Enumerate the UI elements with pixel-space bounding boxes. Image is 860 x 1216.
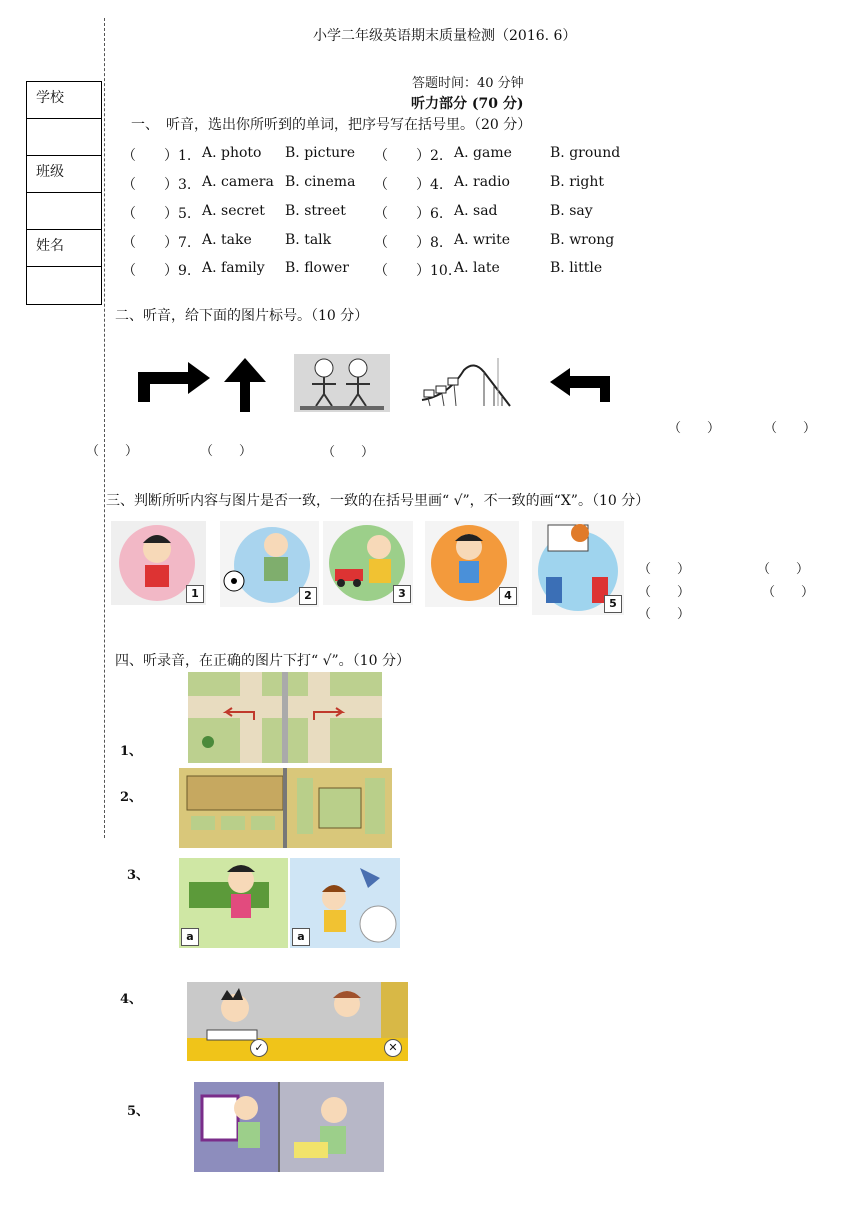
exam-title: 小学二年级英语期末质量检测（2016. 6） (313, 28, 577, 44)
section2-title: 二、听音，给下面的图片标号。（10 分） (115, 308, 369, 324)
option-a: A. photo (202, 145, 262, 161)
answer-blank[interactable]: （ ）5. (122, 206, 192, 222)
option-b: B. talk (285, 232, 332, 248)
answer-blank[interactable]: （ ）10. (374, 263, 453, 279)
roller-coaster-picture (418, 356, 514, 408)
answer-blank[interactable]: （ ）1. (122, 148, 192, 164)
boy-kite-picture (290, 858, 400, 948)
answer-blank[interactable]: （ ）9. (122, 263, 192, 279)
option-b: B. little (550, 260, 603, 276)
picture-number: 5 (604, 595, 622, 613)
option-b: B. right (550, 174, 604, 190)
street-turn-pictures (188, 672, 382, 763)
kids-dancing-picture (294, 354, 390, 412)
kids-reading-picture (187, 982, 408, 1061)
option-b: B. street (285, 203, 346, 219)
option-b: B. flower (285, 260, 349, 276)
picture-blank-5[interactable]: （ ） (764, 421, 817, 436)
girl-falling-picture (179, 858, 288, 948)
turn-right-arrow-icon (134, 358, 214, 406)
option-a: A. game (454, 145, 512, 161)
picture-letter: a (181, 928, 199, 946)
option-a: A. late (454, 260, 500, 276)
picture-letter: a (292, 928, 310, 946)
binding-line (104, 18, 105, 838)
boy-kicking-ball-picture (220, 521, 319, 607)
picture-number: 2 (299, 587, 317, 605)
picture-blank-3[interactable]: （ ） (322, 445, 375, 460)
picture-number: 1 (186, 585, 204, 603)
answer-blank[interactable]: （ ）3. (122, 177, 192, 193)
judge-blank-3[interactable]: （ ） (638, 585, 691, 600)
class-field[interactable] (27, 193, 101, 230)
answer-blank[interactable]: （ ）6. (374, 206, 444, 222)
judge-blank-4[interactable]: （ ） (762, 585, 815, 600)
section4-title: 四、听录音，在正确的图片下打“ √”。（10 分） (115, 653, 410, 669)
boy-with-phone-picture (111, 521, 206, 605)
section3-title: 三、判断所听内容与图片是否一致，一致的在括号里画“ √”，不一致的画“X”。（10 分） (106, 493, 650, 509)
answer-blank[interactable]: （ ）4. (374, 177, 444, 193)
picture-number: 4 (499, 587, 517, 605)
school-field[interactable] (27, 119, 101, 156)
school-label: 学校 (27, 82, 101, 119)
judge-blank-5[interactable]: （ ） (638, 607, 691, 622)
question-label-4: 4、 (120, 992, 143, 1007)
student-info-box (26, 81, 102, 305)
option-b: B. wrong (550, 232, 615, 248)
answer-blank[interactable]: （ ）8. (374, 235, 444, 251)
option-b: B. say (550, 203, 593, 219)
name-label: 姓名 (27, 230, 101, 267)
option-a: A. take (202, 232, 252, 248)
girl-jumping-picture (425, 521, 519, 607)
exam-time: 答题时间：40 分钟 (412, 76, 524, 91)
answer-blank[interactable]: （ ）2. (374, 148, 444, 164)
question-label-5: 5、 (127, 1104, 150, 1119)
section1-title: 一、 听音，选出你所听到的单词，把序号写在括号里。（20 分） (131, 117, 532, 133)
option-b: B. picture (285, 145, 356, 161)
option-a: A. secret (202, 203, 265, 219)
check-mark-icon: ✓ (250, 1039, 268, 1057)
picture-number: 3 (393, 585, 411, 603)
judge-blank-2[interactable]: （ ） (757, 562, 810, 577)
picture-blank-2[interactable]: （ ） (200, 444, 253, 459)
question-label-1: 1、 (120, 744, 143, 759)
baby-toy-car-picture (323, 521, 413, 605)
cross-mark-icon: ✕ (384, 1039, 402, 1057)
turn-left-arrow-icon (548, 366, 614, 404)
question-label-3: 3、 (127, 868, 150, 883)
boy-drawing-picture (194, 1082, 384, 1172)
map-pictures (179, 768, 392, 848)
basketball-picture (532, 521, 624, 615)
go-straight-arrow-icon (222, 356, 268, 414)
option-a: A. camera (202, 174, 274, 190)
class-label: 班级 (27, 156, 101, 193)
option-b: B. cinema (285, 174, 356, 190)
picture-blank-4[interactable]: （ ） (668, 421, 721, 436)
option-a: A. radio (454, 174, 510, 190)
option-b: B. ground (550, 145, 621, 161)
option-a: A. sad (454, 203, 498, 219)
picture-blank-1[interactable]: （ ） (86, 444, 139, 459)
option-a: A. family (202, 260, 265, 276)
option-a: A. write (454, 232, 511, 248)
part-title: 听力部分 (70 分) (411, 96, 524, 112)
name-field[interactable] (27, 267, 101, 304)
judge-blank-1[interactable]: （ ） (638, 562, 691, 577)
answer-blank[interactable]: （ ）7. (122, 235, 192, 251)
question-label-2: 2、 (120, 790, 143, 805)
